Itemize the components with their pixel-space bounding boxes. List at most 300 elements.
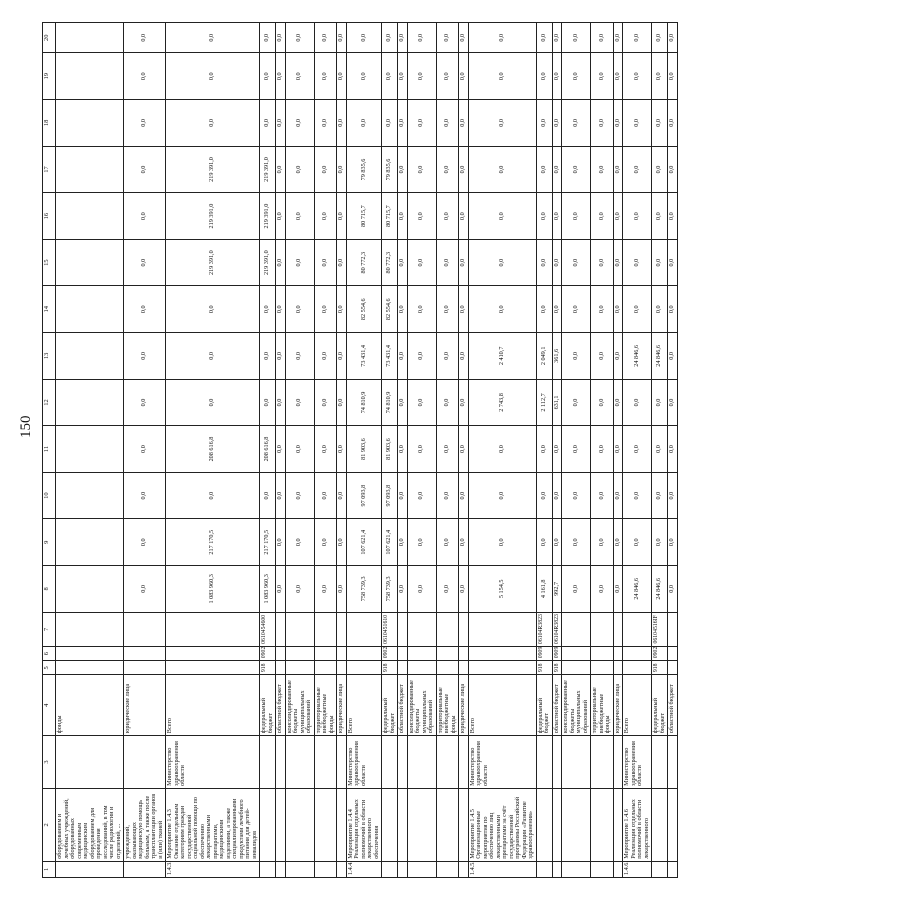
amount-cell: 0,0 [285,472,314,519]
column-number-header: 10 [43,472,56,519]
amount-cell: 0,0 [314,519,337,566]
amount-cell: 0,0 [536,53,552,100]
amount-cell: 73 431,4 [382,333,398,380]
executor-cell [652,736,668,789]
amount-cell: 0,0 [459,239,469,286]
amount-cell: 0,0 [337,426,347,473]
grbs-code-cell [314,661,337,675]
target-article-cell [337,612,347,646]
amount-cell [56,333,124,380]
table-row [436,23,459,878]
row-number-cell [398,861,408,877]
amount-cell: 0,0 [613,23,623,54]
row-number-cell [314,861,337,877]
grbs-code-cell [623,661,652,675]
amount-cell: 0,0 [591,23,614,54]
amount-cell: 0,0 [285,23,314,54]
amount-cell: 0,0 [285,519,314,566]
amount-cell: 0,0 [591,379,614,426]
target-article-cell [398,612,408,646]
amount-cell: 0,0 [314,379,337,426]
amount-cell: 0,0 [668,146,678,193]
amount-cell: 0,0 [536,472,552,519]
table-row [346,23,382,878]
executor-cell [436,736,459,789]
amount-cell: 0,0 [166,333,260,380]
row-number-cell [124,861,166,877]
amount-cell [56,286,124,333]
amount-cell: 0,0 [276,146,286,193]
measure-name-cell: Мероприятие 1.4.6 Реализация отдельных полномочий в области лекарственного [623,788,652,861]
table-row [536,23,552,878]
measure-name-cell [536,788,552,861]
amount-cell: 81 903,6 [346,426,382,473]
table-row [623,23,652,878]
executor-cell [260,736,276,789]
amount-cell: 0,0 [623,286,652,333]
amount-cell: 0,0 [613,146,623,193]
executor-cell: Министерство здравоохранения области [166,736,260,789]
amount-cell: 0,0 [536,100,552,147]
amount-cell: 0,0 [407,379,436,426]
executor-cell [613,736,623,789]
amount-cell: 0,0 [124,53,166,100]
amount-cell [56,239,124,286]
amount-cell: 0,0 [536,193,552,240]
amount-cell: 0,0 [285,146,314,193]
table-body [56,23,678,878]
amount-cell: 0,0 [591,53,614,100]
amount-cell: 0,0 [407,286,436,333]
amount-cell: 0,0 [668,193,678,240]
amount-cell: 0,0 [260,333,276,380]
measure-name-cell [552,788,562,861]
amount-cell: 0,0 [398,286,408,333]
amount-cell: 0,0 [623,239,652,286]
funding-source-cell: федеральный бюджет [652,675,668,736]
amount-cell: 0,0 [623,193,652,240]
amount-cell: 0,0 [314,239,337,286]
section-code-cell: 0902 [382,647,398,661]
executor-cell [314,736,337,789]
column-number-header: 5 [43,661,56,675]
amount-cell: 0,0 [276,286,286,333]
grbs-code-cell [468,661,536,675]
amount-cell: 0,0 [613,426,623,473]
row-number-cell [652,861,668,877]
grbs-code-cell [436,661,459,675]
amount-cell: 0,0 [407,23,436,54]
row-number-cell [276,861,286,877]
amount-cell: 0,0 [436,100,459,147]
funding-source-cell: юридические лица [337,675,347,736]
amount-cell: 80 772,3 [346,239,382,286]
amount-cell [56,100,124,147]
executor-cell [124,736,166,789]
table-row [552,23,562,878]
funding-source-cell: территориальные внебюджетные фонды [436,675,459,736]
amount-cell: 81 903,6 [382,426,398,473]
amount-cell: 0,0 [398,193,408,240]
row-number-cell [562,861,591,877]
measure-name-cell: учреждений, оказывающих медицинскую помощь больным, а также после трансплантации органов и (или) тканей [124,788,166,861]
amount-cell: 0,0 [276,239,286,286]
amount-cell: 0,0 [166,286,260,333]
amount-cell: 0,0 [562,53,591,100]
section-code-cell [407,647,436,661]
amount-cell: 0,0 [436,193,459,240]
amount-cell [56,53,124,100]
row-number-cell [668,861,678,877]
section-code-cell [591,647,614,661]
amount-cell [56,379,124,426]
amount-cell: 0,0 [668,426,678,473]
target-article-cell: 0610454600 [260,612,276,646]
executor-cell [407,736,436,789]
grbs-code-cell [398,661,408,675]
amount-cell: 219 391,0 [260,239,276,286]
amount-cell: 0,0 [652,286,668,333]
amount-cell: 0,0 [591,566,614,613]
amount-cell: 82 554,6 [382,286,398,333]
amount-cell: 0,0 [346,23,382,54]
target-article-cell: 0610451610 [382,612,398,646]
row-number-cell [407,861,436,877]
measure-name-cell [314,788,337,861]
target-article-cell [436,612,459,646]
measure-name-cell [337,788,347,861]
section-code-cell [276,647,286,661]
amount-cell [56,519,124,566]
amount-cell: 82 554,6 [346,286,382,333]
amount-cell: 0,0 [613,193,623,240]
table-row [468,23,536,878]
amount-cell: 0,0 [652,23,668,54]
table-row [652,23,668,878]
amount-cell: 0,0 [314,426,337,473]
amount-cell: 0,0 [407,519,436,566]
column-number-header: 8 [43,566,56,613]
amount-cell: 0,0 [459,23,469,54]
measure-name-cell [407,788,436,861]
amount-cell: 0,0 [398,519,408,566]
amount-cell: 0,0 [562,193,591,240]
amount-cell: 0,0 [536,519,552,566]
amount-cell: 0,0 [285,379,314,426]
amount-cell: 0,0 [562,566,591,613]
target-article-cell [459,612,469,646]
amount-cell: 0,0 [124,379,166,426]
amount-cell: 0,0 [382,23,398,54]
executor-cell [276,736,286,789]
amount-cell: 0,0 [459,379,469,426]
amount-cell [56,566,124,613]
amount-cell: 0,0 [124,333,166,380]
amount-cell: 0,0 [398,379,408,426]
amount-cell: 0,0 [436,566,459,613]
amount-cell: 0,0 [668,23,678,54]
executor-cell [668,736,678,789]
amount-cell: 0,0 [398,23,408,54]
section-code-cell: 0909 [536,647,552,661]
amount-cell: 24 846,6 [652,566,668,613]
amount-cell: 0,0 [562,146,591,193]
amount-cell: 0,0 [552,193,562,240]
amount-cell: 0,0 [468,426,536,473]
amount-cell: 0,0 [552,23,562,54]
amount-cell: 0,0 [459,100,469,147]
amount-cell: 0,0 [382,53,398,100]
row-number-cell [536,861,552,877]
amount-cell: 0,0 [623,100,652,147]
amount-cell [56,472,124,519]
amount-cell: 0,0 [124,146,166,193]
funding-source-cell: консолидированные бюджеты муниципальных образований [562,675,591,736]
amount-cell: 0,0 [285,239,314,286]
amount-cell: 0,0 [459,333,469,380]
amount-cell: 0,0 [436,146,459,193]
row-number-cell [552,861,562,877]
section-code-cell [337,647,347,661]
executor-cell [337,736,347,789]
amount-cell: 0,0 [552,286,562,333]
target-article-cell: 06104R3823 [552,612,562,646]
amount-cell: 0,0 [613,472,623,519]
grbs-code-cell [124,661,166,675]
budget-table [42,22,678,878]
funding-source-cell: областной бюджет [276,675,286,736]
amount-cell: 0,0 [613,286,623,333]
amount-cell: 0,0 [260,379,276,426]
amount-cell: 758 739,3 [346,566,382,613]
amount-cell: 0,0 [276,519,286,566]
amount-cell: 0,0 [337,333,347,380]
amount-cell: 0,0 [652,426,668,473]
amount-cell: 80 715,7 [382,193,398,240]
amount-cell: 0,0 [623,519,652,566]
executor-cell [562,736,591,789]
amount-cell [56,23,124,54]
row-number-cell [260,861,276,877]
amount-cell: 0,0 [314,23,337,54]
amount-cell: 0,0 [346,53,382,100]
amount-cell: 0,0 [276,379,286,426]
amount-cell: 0,0 [436,333,459,380]
amount-cell: 0,0 [613,566,623,613]
amount-cell: 107 621,4 [382,519,398,566]
amount-cell: 0,0 [337,472,347,519]
section-code-cell [166,647,260,661]
measure-name-cell [285,788,314,861]
amount-cell: 0,0 [382,100,398,147]
amount-cell: 80 715,7 [346,193,382,240]
amount-cell: 0,0 [436,472,459,519]
amount-cell: 0,0 [652,519,668,566]
amount-cell: 0,0 [398,566,408,613]
amount-cell: 0,0 [591,286,614,333]
funding-source-cell: Всего [346,675,382,736]
amount-cell: 0,0 [668,53,678,100]
measure-name-cell: оборудованием и лечебных учреждений, оборудованных современным медицинским оборудованием для проведения исследований, в том числе радиологии и отделений, ... [56,788,124,861]
amount-cell: 0,0 [407,566,436,613]
amount-cell: 0,0 [285,100,314,147]
section-code-cell [346,647,382,661]
amount-cell: 0,0 [668,566,678,613]
amount-cell: 0,0 [166,100,260,147]
amount-cell: 0,0 [337,519,347,566]
executor-cell: Министерство здравоохранения области [623,736,652,789]
amount-cell: 0,0 [166,472,260,519]
amount-cell: 0,0 [468,23,536,54]
table-row [459,23,469,878]
section-code-cell [623,647,652,661]
amount-cell: 0,0 [337,239,347,286]
amount-cell: 74 810,9 [346,379,382,426]
amount-cell: 0,0 [436,286,459,333]
executor-cell: Министерство здравоохранения области [346,736,382,789]
grbs-code-cell [337,661,347,675]
column-number-header: 16 [43,193,56,240]
column-number-header: 14 [43,286,56,333]
executor-cell: Министерство здравоохранения области [468,736,536,789]
amount-cell: 0,0 [552,239,562,286]
row-number-cell [436,861,459,877]
target-article-cell: 06104R3823 [536,612,552,646]
amount-cell: 5 154,5 [468,566,536,613]
amount-cell: 0,0 [562,23,591,54]
column-number-header: 13 [43,333,56,380]
amount-cell: 0,0 [314,333,337,380]
funding-source-cell: федеральный бюджет [260,675,276,736]
amount-cell: 0,0 [468,239,536,286]
amount-cell: 219 391,0 [166,193,260,240]
amount-cell: 631,1 [552,379,562,426]
amount-cell: 2 410,7 [468,333,536,380]
column-number-header: 15 [43,239,56,286]
table-row [382,23,398,878]
section-code-cell [468,647,536,661]
amount-cell: 0,0 [536,23,552,54]
amount-cell: 0,0 [652,472,668,519]
funding-source-cell: федеральный бюджет [382,675,398,736]
amount-cell: 0,0 [468,146,536,193]
table-row [398,23,408,878]
amount-cell: 0,0 [398,426,408,473]
target-article-cell [591,612,614,646]
column-number-header: 18 [43,100,56,147]
measure-name-cell [652,788,668,861]
funding-source-cell: территориальные внебюджетные фонды [314,675,337,736]
column-number-header: 9 [43,519,56,566]
amount-cell: 208 616,8 [166,426,260,473]
amount-cell: 0,0 [346,100,382,147]
measure-name-cell [382,788,398,861]
amount-cell: 0,0 [337,53,347,100]
amount-cell: 0,0 [285,286,314,333]
amount-cell: 0,0 [407,53,436,100]
amount-cell: 0,0 [668,333,678,380]
amount-cell: 0,0 [623,426,652,473]
table-row [562,23,591,878]
amount-cell: 0,0 [398,333,408,380]
amount-cell: 74 810,9 [382,379,398,426]
amount-cell: 0,0 [552,472,562,519]
amount-cell: 0,0 [562,286,591,333]
column-number-header: 3 [43,736,56,789]
grbs-code-cell [276,661,286,675]
section-code-cell [613,647,623,661]
row-number-cell [285,861,314,877]
measure-name-cell [436,788,459,861]
target-article-cell [623,612,652,646]
amount-cell: 0,0 [407,193,436,240]
target-article-cell: 06104516IF [652,612,668,646]
amount-cell: 0,0 [337,146,347,193]
amount-cell: 0,0 [468,193,536,240]
grbs-code-cell: 918 [552,661,562,675]
amount-cell: 0,0 [436,426,459,473]
table-row [591,23,614,878]
executor-cell [459,736,469,789]
amount-cell: 0,0 [459,286,469,333]
measure-name-cell [398,788,408,861]
amount-cell: 0,0 [276,333,286,380]
funding-source-cell: областной бюджет [552,675,562,736]
column-number-header: 12 [43,379,56,426]
section-code-cell [668,647,678,661]
amount-cell: 0,0 [398,472,408,519]
funding-source-cell: юридические лица [124,675,166,736]
amount-cell: 0,0 [314,53,337,100]
column-number-header: 1 [43,861,56,877]
executor-cell [285,736,314,789]
amount-cell: 0,0 [407,333,436,380]
amount-cell: 0,0 [552,519,562,566]
target-article-cell [613,612,623,646]
target-article-cell [346,612,382,646]
amount-cell: 0,0 [285,566,314,613]
amount-cell: 0,0 [468,519,536,566]
amount-cell: 0,0 [668,239,678,286]
amount-cell: 0,0 [260,53,276,100]
rotated-page [42,22,898,875]
amount-cell: 0,0 [552,146,562,193]
amount-cell: 0,0 [536,426,552,473]
amount-cell: 0,0 [436,23,459,54]
amount-cell: 0,0 [314,472,337,519]
amount-cell: 361,6 [552,333,562,380]
amount-cell: 0,0 [591,426,614,473]
amount-cell: 2 112,7 [536,379,552,426]
section-code-cell [56,647,124,661]
amount-cell: 0,0 [552,426,562,473]
amount-cell: 0,0 [436,239,459,286]
grbs-code-cell [346,661,382,675]
column-number-header: 7 [43,612,56,646]
measure-name-cell: Мероприятие 1.4.4 Реализация отдельных полномочий в области лекарственного обеспечения [346,788,382,861]
page-number: 150 [18,415,34,438]
grbs-code-cell [668,661,678,675]
amount-cell: 0,0 [314,566,337,613]
amount-cell: 0,0 [591,519,614,566]
amount-cell: 0,0 [124,239,166,286]
amount-cell: 0,0 [459,519,469,566]
amount-cell: 97 093,8 [382,472,398,519]
amount-cell: 0,0 [124,100,166,147]
amount-cell: 0,0 [562,379,591,426]
amount-cell: 24 846,6 [652,333,668,380]
amount-cell: 0,0 [260,472,276,519]
